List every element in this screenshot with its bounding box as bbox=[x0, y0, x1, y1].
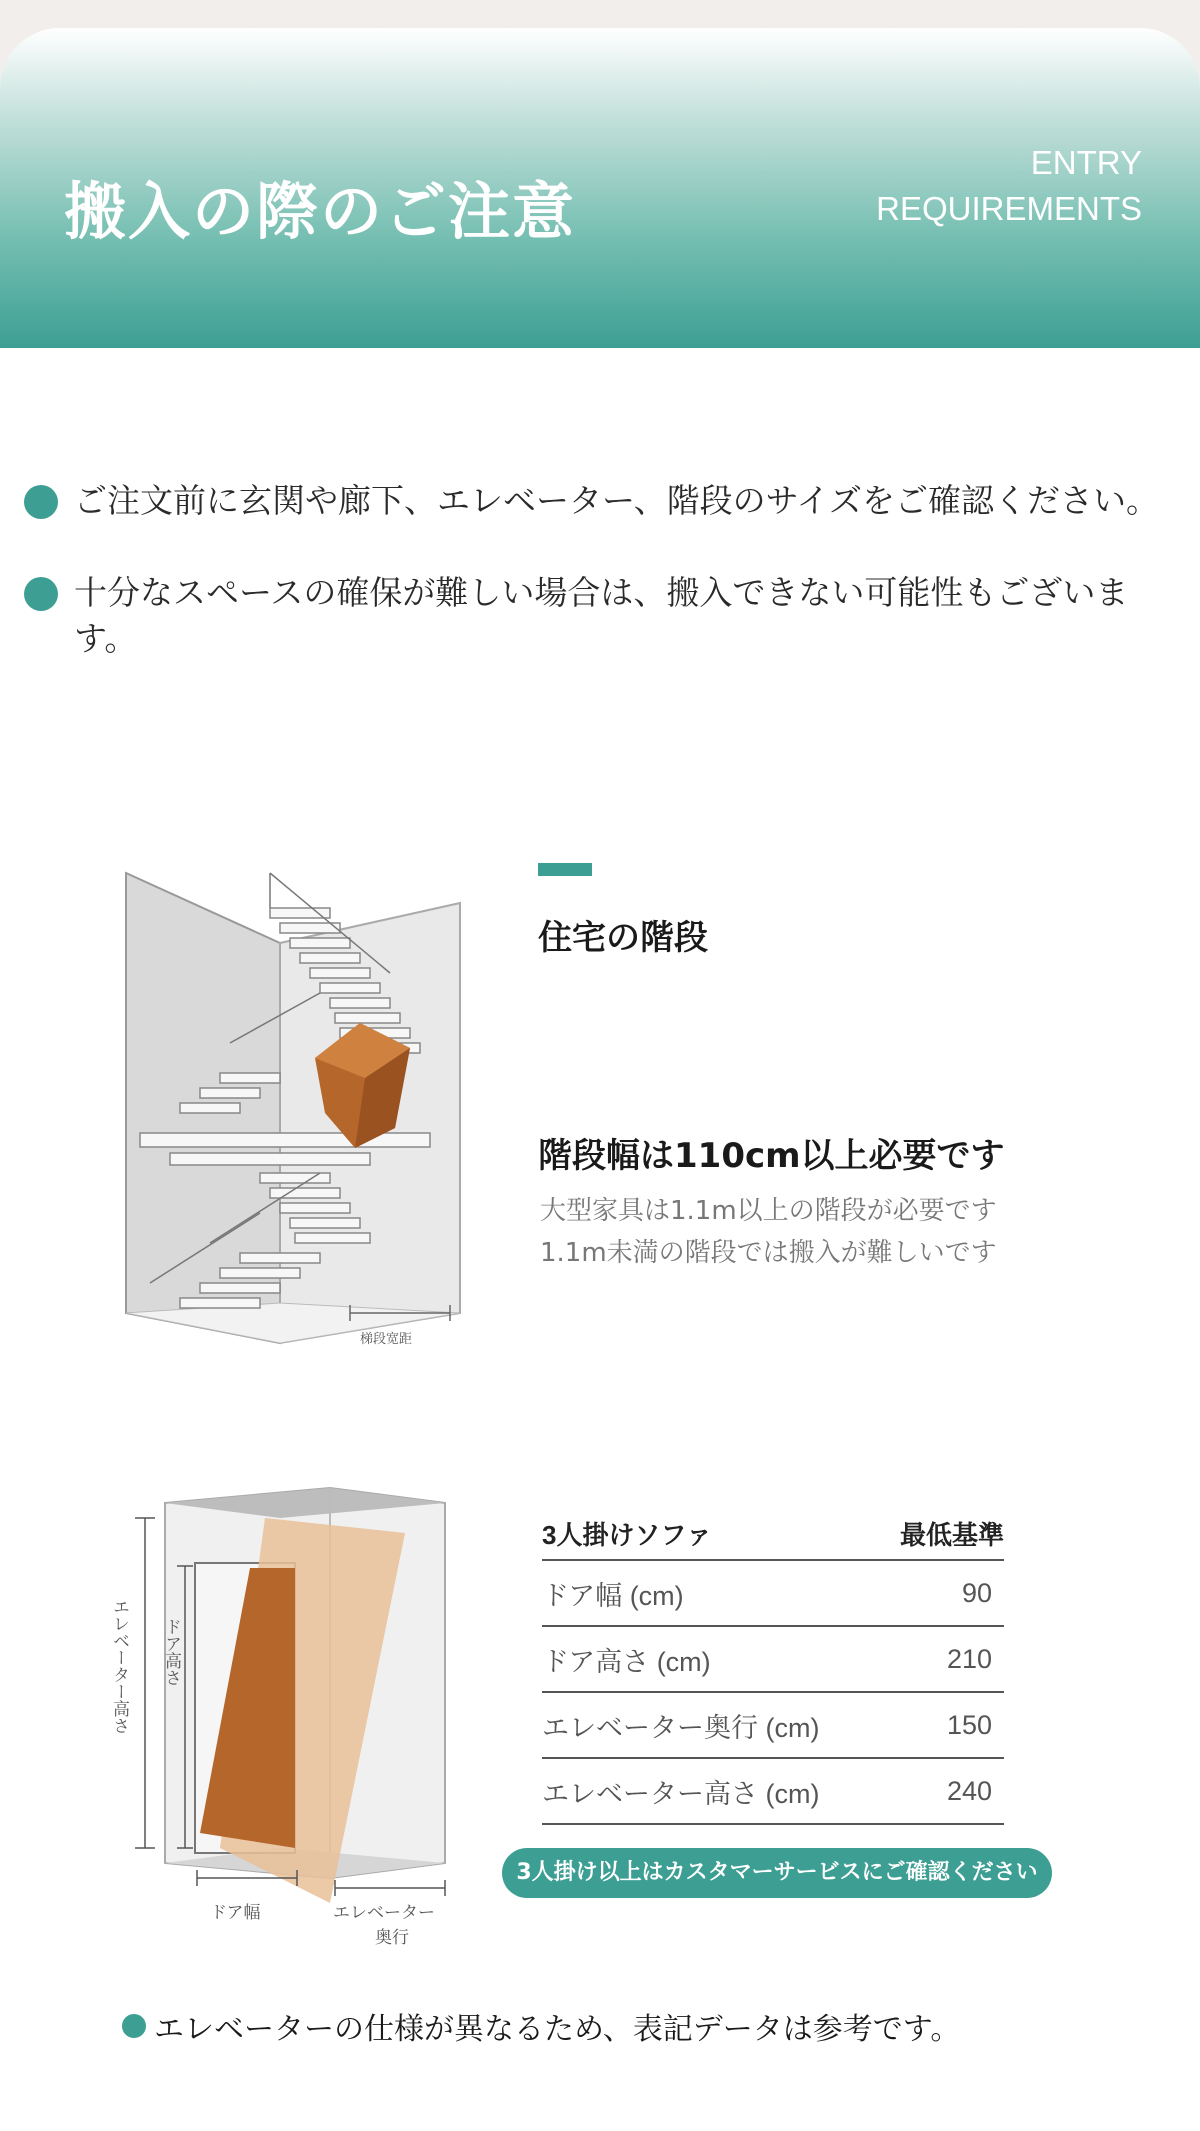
page-title: 搬入の際のご注意 bbox=[64, 175, 577, 248]
customer-service-badge: 3人掛け以上はカスタマーサービスにご確認ください bbox=[502, 1848, 1052, 1898]
elevator-depth-label-1: エレベーター bbox=[333, 1903, 435, 1923]
header-banner bbox=[0, 28, 1200, 348]
table-row bbox=[542, 1626, 1004, 1692]
stairs-section-title: 住宅の階段 bbox=[538, 918, 708, 958]
page-card bbox=[0, 28, 1200, 2131]
stairs-note-2: 1.1m未満の階段では搬入が難しいです bbox=[540, 1238, 997, 1268]
table-row bbox=[542, 1758, 1004, 1824]
bullet-dot-icon bbox=[24, 485, 58, 519]
elevator-illustration bbox=[105, 1448, 485, 1968]
door-height-label: ドア高さ bbox=[161, 1618, 181, 1686]
row-label: エレベーター奥行 (cm) bbox=[542, 1692, 878, 1758]
bullet-dot-icon bbox=[122, 2014, 146, 2038]
footnote-text: エレベーターの仕様が異なるため、表記データは参考です。 bbox=[154, 2012, 961, 2047]
row-value: 90 bbox=[878, 1560, 1004, 1626]
table-header-item: 3人掛けソファ bbox=[542, 1508, 878, 1560]
table-header-value: 最低基準 bbox=[878, 1508, 1004, 1560]
section-accent-bar bbox=[538, 863, 592, 876]
door-width-label: ドア幅 bbox=[210, 1903, 261, 1923]
table-header-row bbox=[542, 1508, 1004, 1560]
stair-illustration bbox=[120, 843, 470, 1363]
elevator-spec-table bbox=[542, 1508, 1004, 1825]
elevator-depth-label-2: 奥行 bbox=[375, 1928, 409, 1948]
table-row bbox=[542, 1560, 1004, 1626]
elevator-height-label: エレベーター高さ bbox=[109, 1598, 129, 1734]
row-value: 150 bbox=[878, 1692, 1004, 1758]
stair-width-label: 梯段宽距 bbox=[360, 1332, 413, 1347]
row-label: ドア高さ (cm) bbox=[542, 1626, 878, 1692]
table-row bbox=[542, 1692, 1004, 1758]
stairs-note-1: 大型家具は1.1m以上の階段が必要です bbox=[540, 1196, 997, 1226]
row-label: ドア幅 (cm) bbox=[542, 1560, 878, 1626]
row-label: エレベーター高さ (cm) bbox=[542, 1758, 878, 1824]
notes-list bbox=[24, 478, 1174, 708]
subtitle-line-1: ENTRY bbox=[1030, 144, 1142, 181]
bullet-dot-icon bbox=[24, 577, 58, 611]
stairs-requirement-heading: 階段幅は110cm以上必要です bbox=[538, 1136, 1005, 1176]
note-text: 十分なスペースの確保が難しい場合は、搬入できない可能性もございます。 bbox=[74, 573, 1129, 658]
row-value: 240 bbox=[878, 1758, 1004, 1824]
note-text: ご注文前に玄関や廊下、エレベーター、階段のサイズをご確認ください。 bbox=[74, 481, 1160, 520]
row-value: 210 bbox=[878, 1626, 1004, 1692]
note-item bbox=[24, 478, 1174, 524]
subtitle-line-2: REQUIREMENTS bbox=[876, 190, 1142, 227]
english-subtitle bbox=[876, 140, 1142, 232]
note-item bbox=[24, 570, 1174, 662]
